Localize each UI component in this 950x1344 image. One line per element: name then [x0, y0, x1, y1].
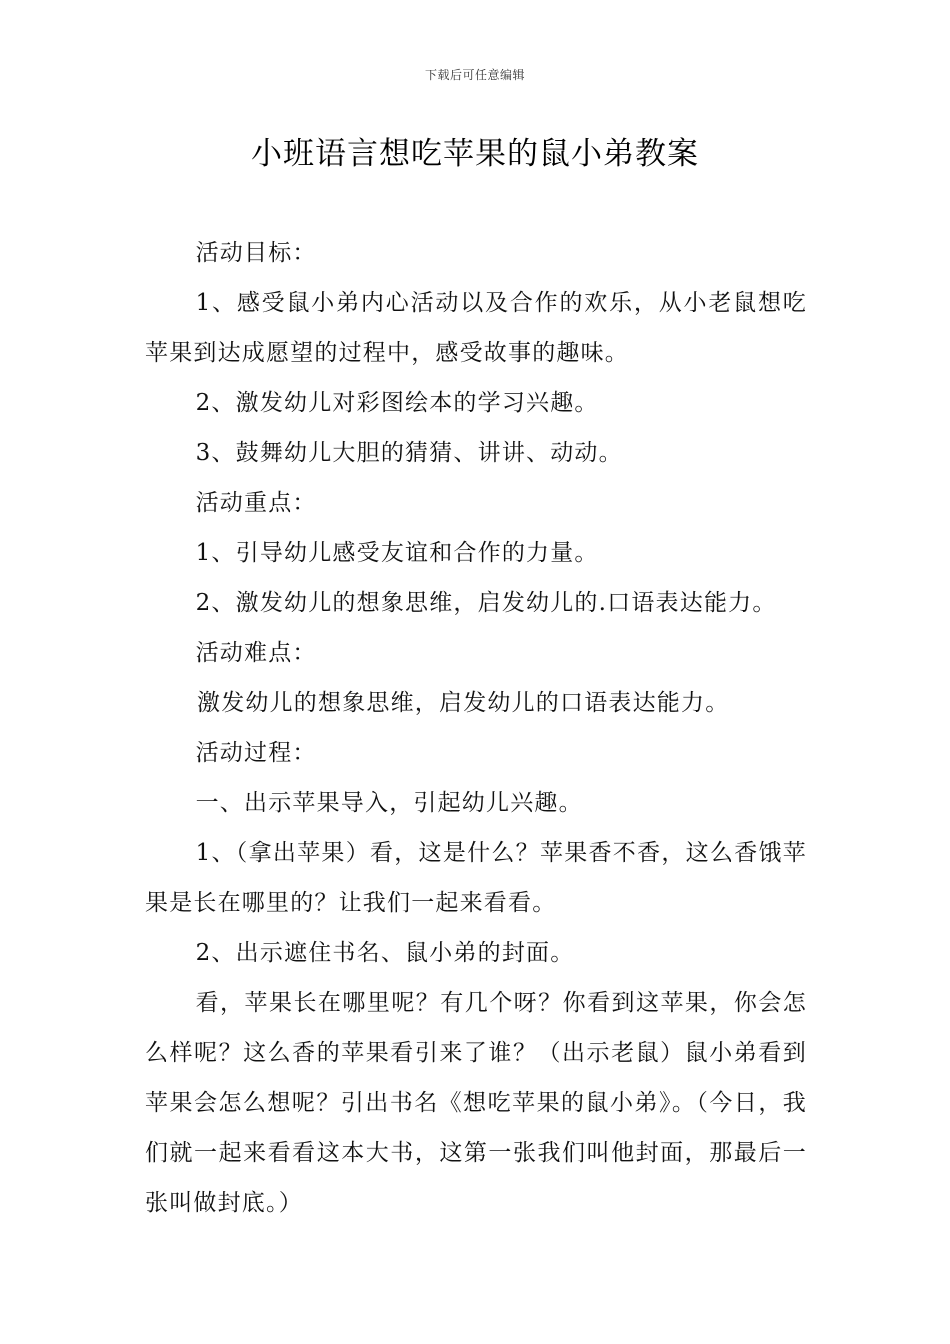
paragraph: 活动难点： [195, 640, 317, 666]
document-title: 小班语言想吃苹果的鼠小弟教案 [251, 136, 699, 172]
paragraph: 看，苹果长在哪里呢？有几个呀？你看到这苹果，你会怎么样呢？这么香的苹果看引来了谁？（出示老鼠）鼠小弟看到苹果会怎么想呢？引出书名《想吃苹果的鼠小弟》。（今日，我们就一起来看看这本大书，这第一张我们叫他封面，那最后一张叫做封底。） [145, 990, 807, 1216]
paragraph: 活动重点： [195, 490, 317, 516]
paragraph: 2、激发幼儿的想象思维，启发幼儿的.口语表达能力。 [195, 590, 777, 616]
paragraph: 1、感受鼠小弟内心活动以及合作的欢乐，从小老鼠想吃苹果到达成愿望的过程中，感受故事的趣味。 [145, 290, 807, 366]
paragraph: 一、出示苹果导入，引起幼儿兴趣。 [195, 790, 583, 816]
paragraph: 活动目标： [195, 240, 317, 266]
paragraph: 1、（拿出苹果）看，这是什么？苹果香不香，这么香饿苹果是长在哪里的？让我们一起来看看。 [145, 840, 807, 916]
header-note: 下载后可任意编辑 [424, 68, 525, 82]
paragraph: 活动过程： [195, 740, 317, 766]
document-body [145, 228, 807, 1228]
paragraph: 激发幼儿的想象思维，启发幼儿的口语表达能力。 [197, 690, 730, 716]
paragraph: 2、激发幼儿对彩图绘本的学习兴趣。 [195, 390, 599, 416]
paragraph: 3、鼓舞幼儿大胆的猜猜、讲讲、动动。 [195, 440, 623, 466]
paragraph: 2、出示遮住书名、鼠小弟的封面。 [195, 940, 575, 966]
paragraph: 1、引导幼儿感受友谊和合作的力量。 [195, 540, 599, 566]
